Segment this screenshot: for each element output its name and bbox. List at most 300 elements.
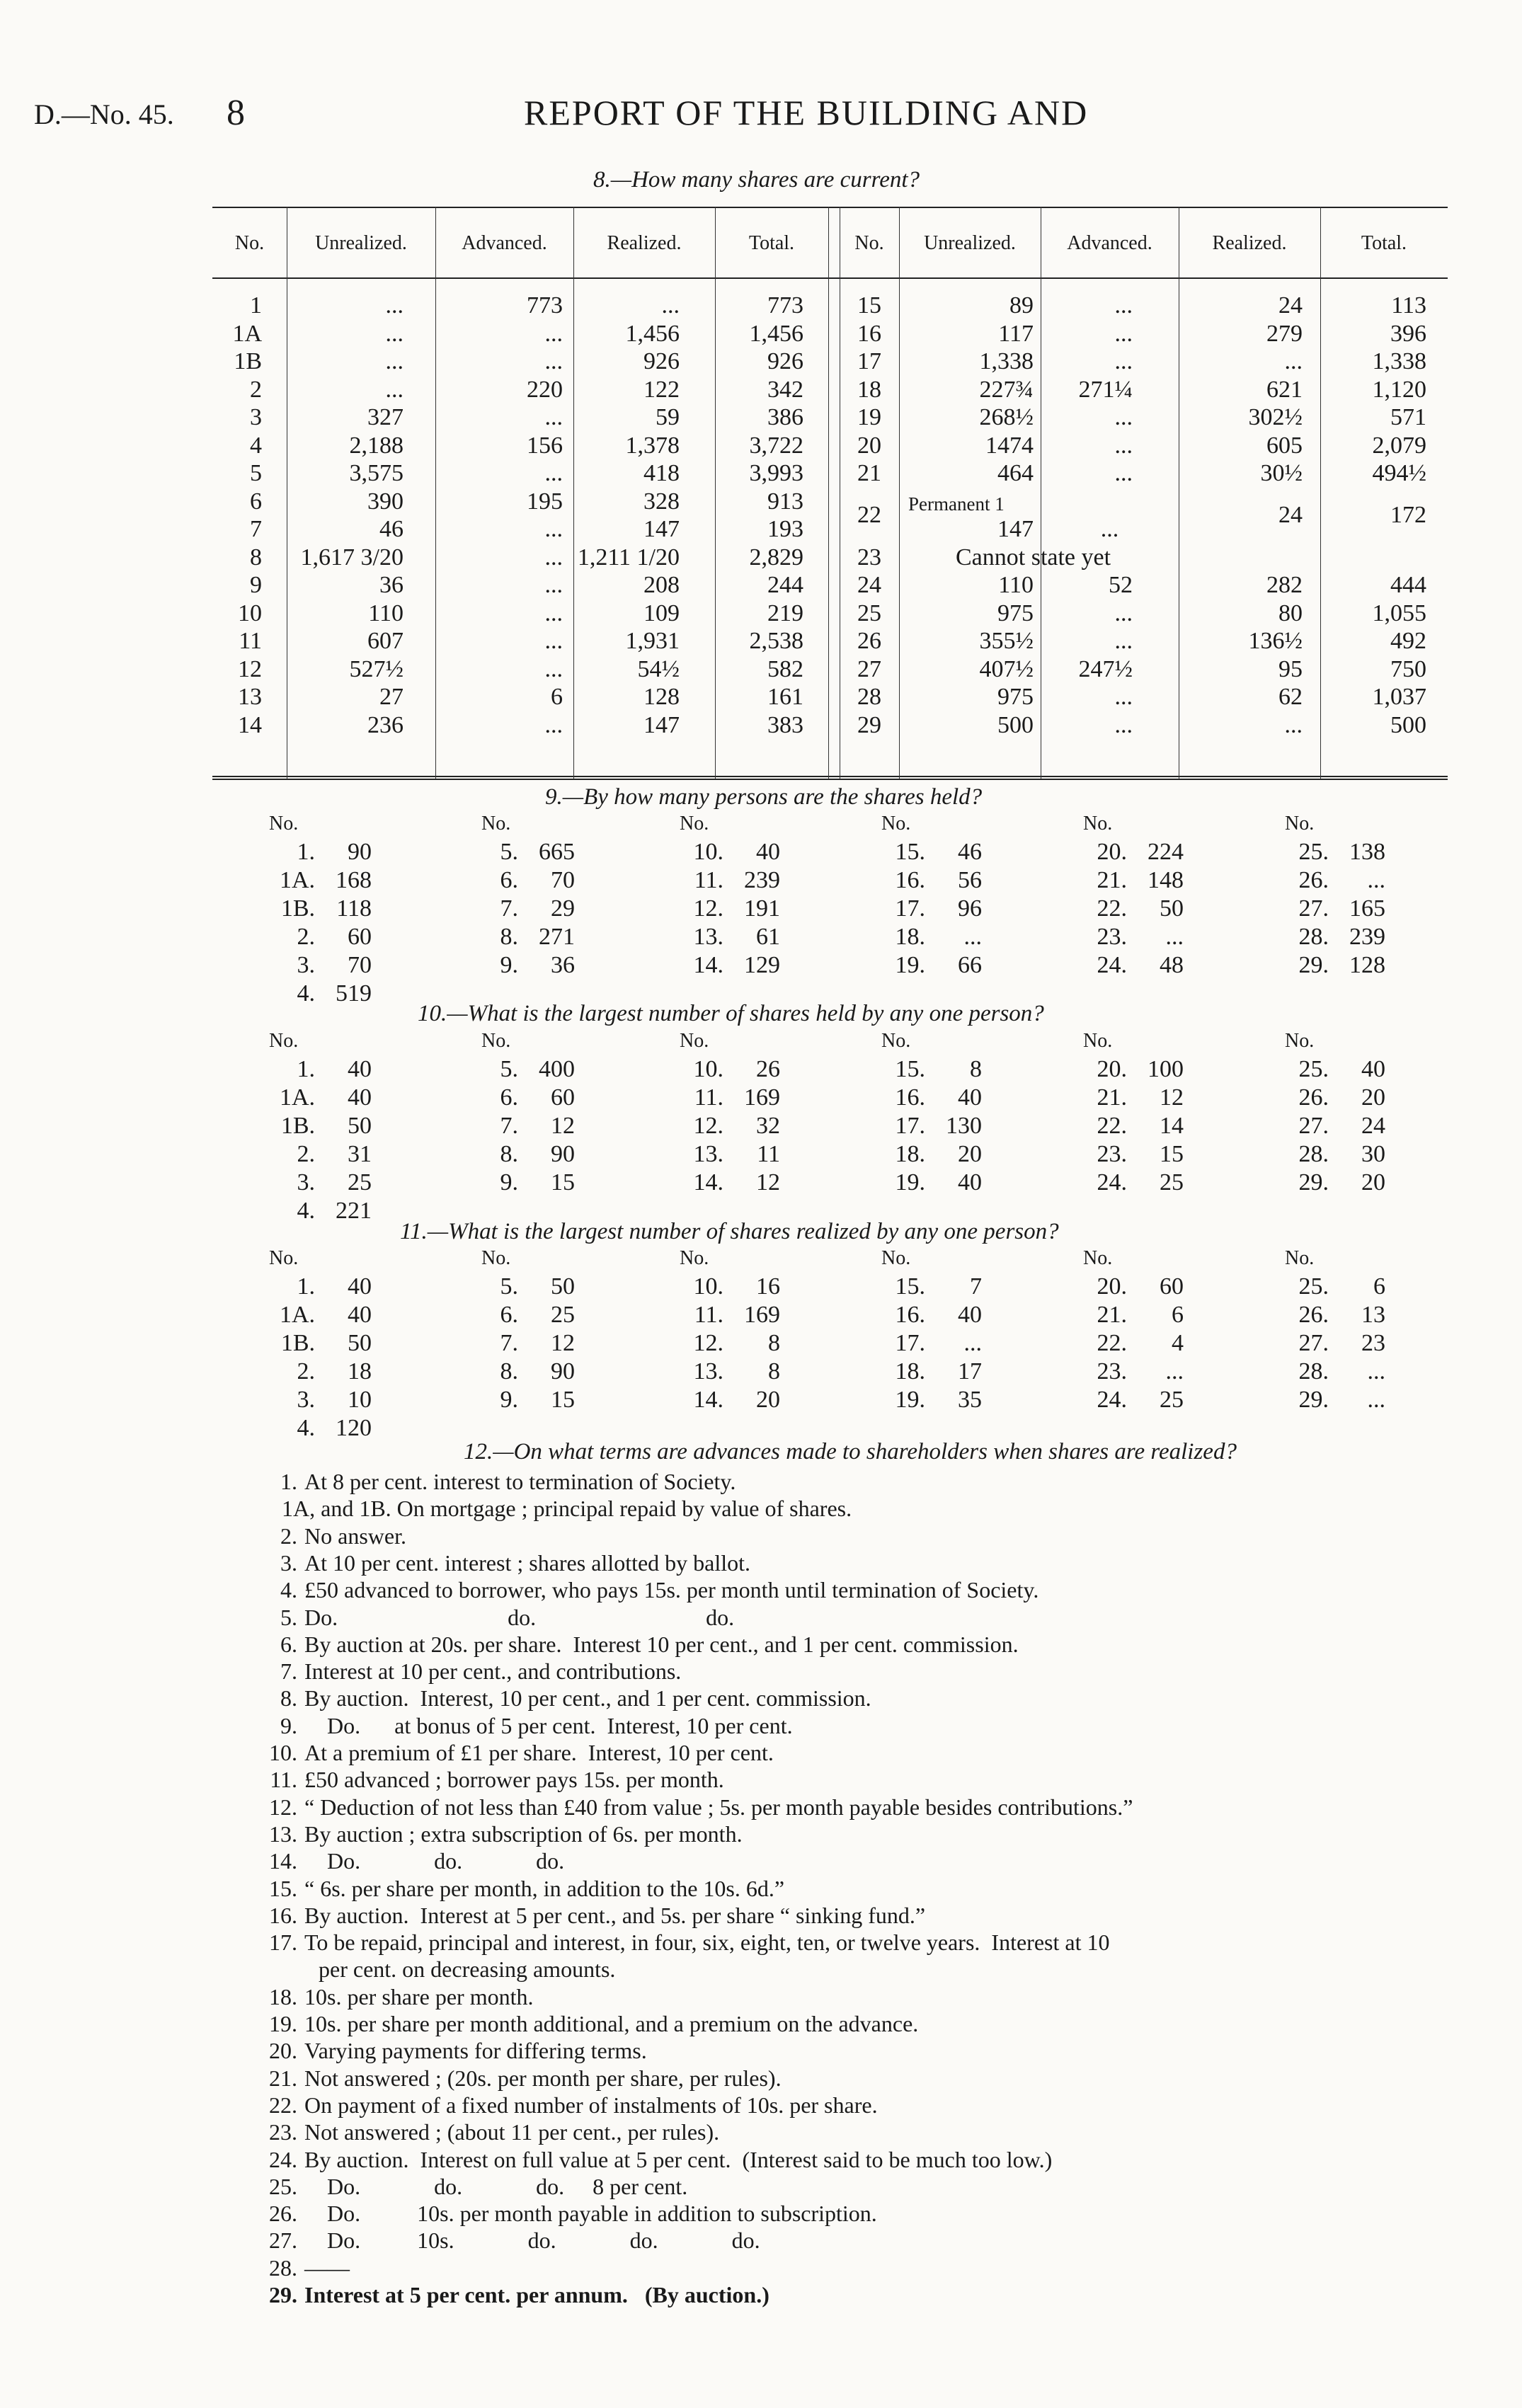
table-cell: 913 — [767, 488, 803, 515]
list-item-number: 28. — [1298, 1358, 1329, 1384]
term-text: Do. do. do. 8 per cent. — [304, 2173, 688, 2199]
table-cell: 46 — [379, 516, 404, 542]
section-12-title: 12.—On what terms are advances made to shareholders when shares are realized? — [464, 1439, 1237, 1464]
table-cell: 527½ — [349, 655, 404, 682]
table-cell: ... — [544, 572, 563, 598]
table-header-cell: Total. — [748, 232, 795, 254]
list-item-number: 6. — [500, 1084, 518, 1111]
table-cell: 1A — [232, 320, 262, 347]
term-number: 17. — [269, 1930, 297, 1956]
term-number: 18. — [269, 1983, 297, 2009]
table-cell: ... — [1114, 432, 1133, 459]
list-item-value: ... — [1367, 1387, 1385, 1413]
list-item-value: 138 — [1349, 839, 1385, 865]
table-cell: ... — [1114, 628, 1133, 654]
list-item-value: 40 — [348, 1056, 372, 1082]
list-item-value: 15 — [551, 1387, 575, 1413]
list-item-number: 1B. — [280, 895, 315, 922]
list-item-value: 148 — [1148, 867, 1184, 893]
table-cell: 22 — [857, 502, 881, 529]
table-cell: ... — [544, 628, 563, 654]
term-number: 16. — [269, 1902, 297, 1928]
term-item — [248, 2254, 350, 2281]
term-number: 9. — [280, 1712, 297, 1738]
table-header-cell: Total. — [1361, 232, 1407, 254]
no-column-label: No. — [881, 1247, 911, 1269]
list-item-number: 24. — [1097, 952, 1127, 978]
list-item-value: 60 — [348, 924, 372, 950]
list-item-number: 28. — [1298, 924, 1329, 950]
table-cell: 29 — [857, 711, 881, 738]
table-cell: ... — [385, 292, 404, 319]
term-text: Do. 10s. do. do. do. — [304, 2228, 760, 2254]
table-cell: 328 — [643, 488, 680, 515]
table-cell: 21 — [857, 460, 881, 486]
table-cell: 2,538 — [749, 628, 803, 654]
table-cell: 5 — [250, 460, 262, 486]
list-item-value: 40 — [756, 839, 780, 865]
term-number: 23. — [269, 2119, 297, 2145]
list-item-value: 26 — [756, 1056, 780, 1082]
list-item-number: 16. — [895, 1084, 925, 1111]
table-cell: 271¼ — [1078, 376, 1133, 403]
list-item-value: 129 — [744, 952, 780, 978]
table-cell: 161 — [767, 684, 803, 710]
list-item-number: 22. — [1097, 1330, 1127, 1356]
table-cell: 193 — [767, 516, 803, 542]
table-header-cell: Unrealized. — [924, 232, 1016, 254]
list-item-number: 15. — [895, 1056, 925, 1082]
term-item — [248, 1821, 743, 1847]
table-cell: 2,188 — [349, 432, 404, 459]
list-item-value: 10 — [348, 1387, 372, 1413]
list-item-number: 13. — [693, 1358, 723, 1384]
list-item-value: ... — [963, 1330, 982, 1356]
table-cell: 110 — [998, 572, 1034, 598]
term-item — [248, 2065, 782, 2092]
table-cell: 117 — [998, 320, 1034, 347]
table-cell: 494½ — [1372, 460, 1426, 486]
term-item — [248, 1983, 533, 2010]
cannot-state-note: Cannot state yet — [956, 544, 1111, 571]
list-item-value: 56 — [958, 867, 982, 893]
list-item-number: 26. — [1298, 1084, 1329, 1111]
term-text: By auction. Interest, 10 per cent., and 1 per cent. commission. — [304, 1685, 871, 1712]
page-number: 8 — [227, 93, 245, 133]
list-item-number: 1. — [297, 1056, 315, 1082]
list-item-value: 224 — [1148, 839, 1184, 865]
list-item-value: 50 — [1160, 895, 1184, 922]
list-item-value: 15 — [1160, 1141, 1184, 1167]
term-text: 10s. per share per month. — [304, 1983, 534, 2009]
table-cell: 113 — [1391, 292, 1426, 319]
list-item-number: 1A. — [279, 867, 315, 893]
table-cell: ... — [544, 711, 563, 738]
list-item-value: 20 — [756, 1387, 780, 1413]
term-text: By auction ; extra subscription of 6s. per month. — [304, 1821, 743, 1847]
table-cell: 605 — [1266, 432, 1303, 459]
list-item-number: 1. — [297, 1273, 315, 1300]
list-item-value: 90 — [551, 1141, 575, 1167]
list-item-number: 27. — [1298, 895, 1329, 922]
list-item-number: 6. — [500, 867, 518, 893]
list-item-value: 12 — [551, 1113, 575, 1139]
term-text: By auction. Interest at 5 per cent., and 5s. per share “ sinking fund.” — [304, 1902, 926, 1928]
table-cell: 4 — [250, 432, 262, 459]
list-item-value: 8 — [970, 1056, 982, 1082]
list-item-number: 24. — [1097, 1387, 1127, 1413]
list-item-number: 1B. — [280, 1330, 315, 1356]
table-cell: 773 — [767, 292, 803, 319]
list-item-number: 11. — [694, 1302, 723, 1328]
no-column-label: No. — [881, 1030, 911, 1052]
table-cell: ... — [1284, 711, 1303, 738]
table-cell: 3,575 — [349, 460, 404, 486]
list-item-number: 15. — [895, 839, 925, 865]
table-cell: ... — [1114, 348, 1133, 374]
table-cell: 195 — [527, 488, 563, 515]
page-title: REPORT OF THE BUILDING AND — [524, 93, 1089, 132]
list-item-number: 7. — [500, 895, 518, 922]
list-item-number: 7. — [500, 1330, 518, 1356]
table-cell: 110 — [368, 600, 404, 626]
table-cell: 582 — [767, 655, 803, 682]
list-item-value: 40 — [348, 1302, 372, 1328]
term-number: 4. — [280, 1577, 297, 1603]
table-header-cell: Advanced. — [462, 232, 547, 254]
term-text: £50 advanced to borrower, who pays 15s. per month until termination of Society. — [304, 1577, 1039, 1603]
no-column-label: No. — [1285, 1030, 1315, 1052]
table-cell: 3,722 — [749, 432, 803, 459]
list-item-number: 29. — [1298, 952, 1329, 978]
term-item — [248, 1929, 1109, 1956]
table-cell: 773 — [527, 292, 563, 319]
no-column-label: No. — [1083, 1247, 1113, 1269]
table-cell: 62 — [1278, 684, 1303, 710]
term-text: —— — [304, 2254, 350, 2281]
term-item — [248, 1495, 852, 1522]
table-cell: 156 — [527, 432, 563, 459]
list-item-number: 4. — [297, 980, 315, 1007]
list-item-number: 2. — [297, 1358, 315, 1384]
term-text: 1A, and 1B. On mortgage ; principal repaid by value of shares. — [282, 1496, 852, 1522]
table-cell: 36 — [379, 572, 404, 598]
list-item-value: 30 — [1361, 1141, 1385, 1167]
table-cell: 1,037 — [1372, 684, 1426, 710]
table-cell: 327 — [367, 404, 404, 430]
term-number: 1. — [280, 1469, 297, 1494]
table-cell: 279 — [1266, 320, 1303, 347]
table-cell: 227¾ — [979, 376, 1034, 403]
table-cell: 386 — [767, 404, 803, 430]
list-item-value: 8 — [768, 1358, 780, 1384]
list-item-value: ... — [1165, 924, 1184, 950]
list-item-value: 168 — [336, 867, 372, 893]
term-text: “ 6s. per share per month, in addition to the 10s. 6d.” — [304, 1875, 785, 1901]
term-number: 5. — [280, 1604, 297, 1630]
list-item-number: 18. — [895, 924, 925, 950]
list-item-value: 14 — [1160, 1113, 1184, 1139]
list-item-number: 18. — [895, 1141, 925, 1167]
table-cell: 390 — [367, 488, 404, 515]
table-cell: 1,211 1/20 — [577, 544, 680, 571]
list-item-value: 29 — [551, 895, 575, 922]
no-column-label: No. — [1083, 1030, 1113, 1052]
table-cell: 8 — [250, 544, 262, 571]
term-number: 15. — [269, 1875, 297, 1901]
list-item-value: 665 — [539, 839, 575, 865]
no-column-label: No. — [481, 1247, 511, 1269]
table-cell: 24 — [1278, 502, 1303, 529]
table-cell: 122 — [643, 376, 680, 403]
table-cell: ... — [385, 376, 404, 403]
no-column-label: No. — [680, 1247, 709, 1269]
list-item-value: 40 — [958, 1084, 982, 1111]
table-cell: 500 — [997, 711, 1034, 738]
list-item-number: 2. — [297, 924, 315, 950]
list-item-value: 40 — [958, 1302, 982, 1328]
term-item — [248, 2037, 647, 2064]
list-item-number: 25. — [1298, 1273, 1329, 1300]
table-rule-double — [212, 779, 1448, 780]
table-cell: 19 — [857, 404, 881, 430]
table-cell: 1,617 3/20 — [300, 544, 404, 571]
table-cell: ... — [544, 460, 563, 486]
table-cell: 27 — [379, 684, 404, 710]
list-item-value: 90 — [348, 839, 372, 865]
term-text: Do. do. do. — [304, 1848, 565, 1874]
list-item-number: 9. — [500, 952, 518, 978]
term-text: Varying payments for differing terms. — [304, 2038, 647, 2064]
term-item — [248, 1712, 793, 1739]
list-item-value: 70 — [348, 952, 372, 978]
term-number: 3. — [280, 1549, 297, 1576]
table-cell: 621 — [1266, 376, 1303, 403]
list-item-value: 118 — [336, 895, 372, 922]
table-cell: ... — [544, 600, 563, 626]
list-item-number: 6. — [500, 1302, 518, 1328]
list-item-value: 519 — [336, 980, 372, 1007]
table-cell: 342 — [767, 376, 803, 403]
section-11-title: 11.—What is the largest number of shares realized by any one person? — [400, 1219, 1059, 1244]
table-cell: ... — [544, 348, 563, 374]
term-item — [248, 2281, 769, 2308]
table-cell: 10 — [238, 600, 262, 626]
table-cell: ... — [544, 404, 563, 430]
list-item-value: 239 — [744, 867, 780, 893]
list-item-value: 50 — [348, 1330, 372, 1356]
list-item-value: ... — [963, 924, 982, 950]
list-item-value: 40 — [348, 1273, 372, 1300]
list-item-number: 5. — [500, 839, 518, 865]
term-item — [248, 1631, 1019, 1658]
list-item-value: 23 — [1361, 1330, 1385, 1356]
list-item-number: 23. — [1097, 1141, 1127, 1167]
table-cell: 500 — [1390, 711, 1426, 738]
table-cell: 24 — [857, 572, 881, 598]
term-number: 14. — [269, 1848, 297, 1874]
list-item-number: 17. — [895, 895, 925, 922]
no-column-label: No. — [680, 1030, 709, 1052]
list-item-number: 19. — [895, 1169, 925, 1196]
list-item-value: ... — [1165, 1358, 1184, 1384]
list-item-number: 16. — [895, 867, 925, 893]
table-cell: 220 — [527, 376, 563, 403]
list-item-number: 21. — [1097, 1302, 1127, 1328]
list-item-number: 21. — [1097, 867, 1127, 893]
table-cell: 7 — [250, 516, 262, 542]
list-item-number: 9. — [500, 1387, 518, 1413]
list-item-number: 7. — [500, 1113, 518, 1139]
table-cell: 25 — [857, 600, 881, 626]
table-cell: 396 — [1390, 320, 1426, 347]
table-cell: 268½ — [979, 404, 1034, 430]
table-cell: 16 — [857, 320, 881, 347]
term-item — [248, 2092, 878, 2119]
term-item — [248, 1604, 734, 1631]
table-cell: 147 — [643, 516, 680, 542]
list-item-number: 8. — [500, 924, 518, 950]
list-item-value: 191 — [744, 895, 780, 922]
list-item-number: 1A. — [279, 1302, 315, 1328]
term-number: 22. — [269, 2092, 297, 2118]
list-item-number: 25. — [1298, 1056, 1329, 1082]
list-item-number: 12. — [693, 1113, 723, 1139]
table-cell: 6 — [250, 488, 262, 515]
list-item-number: 17. — [895, 1330, 925, 1356]
table-cell: 3 — [250, 404, 262, 430]
term-item — [248, 1956, 615, 1983]
table-cell: 383 — [767, 711, 803, 738]
list-item-number: 1. — [297, 839, 315, 865]
list-item-value: 169 — [744, 1302, 780, 1328]
list-item-value: 25 — [348, 1169, 372, 1196]
table-cell: ... — [544, 655, 563, 682]
list-item-number: 2. — [297, 1141, 315, 1167]
table-cell: 2 — [250, 376, 262, 403]
table-cell: ... — [544, 544, 563, 571]
term-text: By auction at 20s. per share. Interest 10 per cent., and 1 per cent. commission. — [304, 1631, 1019, 1657]
list-item-value: 12 — [1160, 1084, 1184, 1111]
table-header-cell: Advanced. — [1067, 232, 1152, 254]
table-cell: ... — [385, 320, 404, 347]
list-item-value: 60 — [1160, 1273, 1184, 1300]
list-item-value: 7 — [970, 1273, 982, 1300]
list-item-value: 400 — [539, 1056, 575, 1082]
list-item-value: 24 — [1361, 1113, 1385, 1139]
list-item-number: 3. — [297, 1169, 315, 1196]
table-cell: 236 — [367, 711, 404, 738]
table-cell: 244 — [767, 572, 803, 598]
table-rule-2 — [212, 776, 1448, 777]
term-item — [248, 1739, 774, 1766]
table-cell: ... — [544, 320, 563, 347]
list-item-value: 60 — [551, 1084, 575, 1111]
list-item-value: 221 — [336, 1198, 372, 1224]
table-cell: ... — [1100, 516, 1119, 542]
table-cell: 282 — [1266, 572, 1303, 598]
no-column-label: No. — [1083, 813, 1113, 835]
table-cell: 1,055 — [1372, 600, 1426, 626]
list-item-value: 96 — [958, 895, 982, 922]
table-cell: 14 — [238, 711, 262, 738]
list-item-value: 40 — [1361, 1056, 1385, 1082]
list-item-value: 36 — [551, 952, 575, 978]
list-item-number: 15. — [895, 1273, 925, 1300]
list-item-number: 23. — [1097, 924, 1127, 950]
list-item-value: 120 — [336, 1415, 372, 1441]
list-item-number: 14. — [693, 1169, 723, 1196]
list-item-number: 13. — [693, 1141, 723, 1167]
term-item — [248, 1766, 724, 1793]
term-item — [248, 1468, 736, 1495]
list-item-number: 8. — [500, 1358, 518, 1384]
list-item-value: 17 — [958, 1358, 982, 1384]
table-cell: 1,378 — [625, 432, 680, 459]
table-cell: 464 — [997, 460, 1034, 486]
list-item-number: 3. — [297, 1387, 315, 1413]
list-item-number: 29. — [1298, 1169, 1329, 1196]
term-text: Interest at 10 per cent., and contributions. — [304, 1658, 682, 1685]
term-item — [248, 2227, 760, 2254]
table-cell: ... — [661, 292, 680, 319]
table-cell: 1,120 — [1372, 376, 1426, 403]
term-item — [248, 1576, 1038, 1603]
list-item-value: 8 — [768, 1330, 780, 1356]
list-item-value: 165 — [1349, 895, 1385, 922]
list-item-value: 25 — [1160, 1169, 1184, 1196]
term-item — [248, 1794, 1133, 1821]
table-cell: 1,338 — [979, 348, 1034, 374]
table-cell: 17 — [857, 348, 881, 374]
table-cell: 18 — [857, 376, 881, 403]
term-number: 6. — [280, 1631, 297, 1657]
table-cell: 355½ — [979, 628, 1034, 654]
table-rule-0 — [212, 207, 1448, 208]
table-cell: 9 — [250, 572, 262, 598]
term-number: 27. — [269, 2228, 297, 2254]
list-item-value: 25 — [551, 1302, 575, 1328]
term-number: 13. — [269, 1821, 297, 1847]
table-cell: 926 — [767, 348, 803, 374]
list-item-number: 13. — [693, 924, 723, 950]
table-cell: 28 — [857, 684, 881, 710]
table-cell: 147 — [643, 711, 680, 738]
table-cell: 24 — [1278, 292, 1303, 319]
table-cell: 219 — [767, 600, 803, 626]
no-column-label: No. — [481, 813, 511, 835]
list-item-number: 4. — [297, 1415, 315, 1441]
table-cell: 11 — [239, 628, 262, 654]
permanent-note: Permanent 1 — [908, 493, 1005, 515]
list-item-value: 46 — [958, 839, 982, 865]
list-item-value: 31 — [348, 1141, 372, 1167]
term-number: 26. — [269, 2201, 297, 2227]
term-text: £50 advanced ; borrower pays 15s. per month. — [304, 1767, 724, 1793]
list-item-number: 16. — [895, 1302, 925, 1328]
no-column-label: No. — [1285, 813, 1315, 835]
list-item-value: 35 — [958, 1387, 982, 1413]
table-cell: 30½ — [1260, 460, 1303, 486]
list-item-number: 3. — [297, 952, 315, 978]
list-item-value: 6 — [1172, 1302, 1184, 1328]
list-item-number: 24. — [1097, 1169, 1127, 1196]
no-column-label: No. — [881, 813, 911, 835]
list-item-value: 6 — [1373, 1273, 1385, 1300]
term-item — [248, 2010, 918, 2037]
list-item-value: 18 — [348, 1358, 372, 1384]
table-cell: ... — [1114, 711, 1133, 738]
